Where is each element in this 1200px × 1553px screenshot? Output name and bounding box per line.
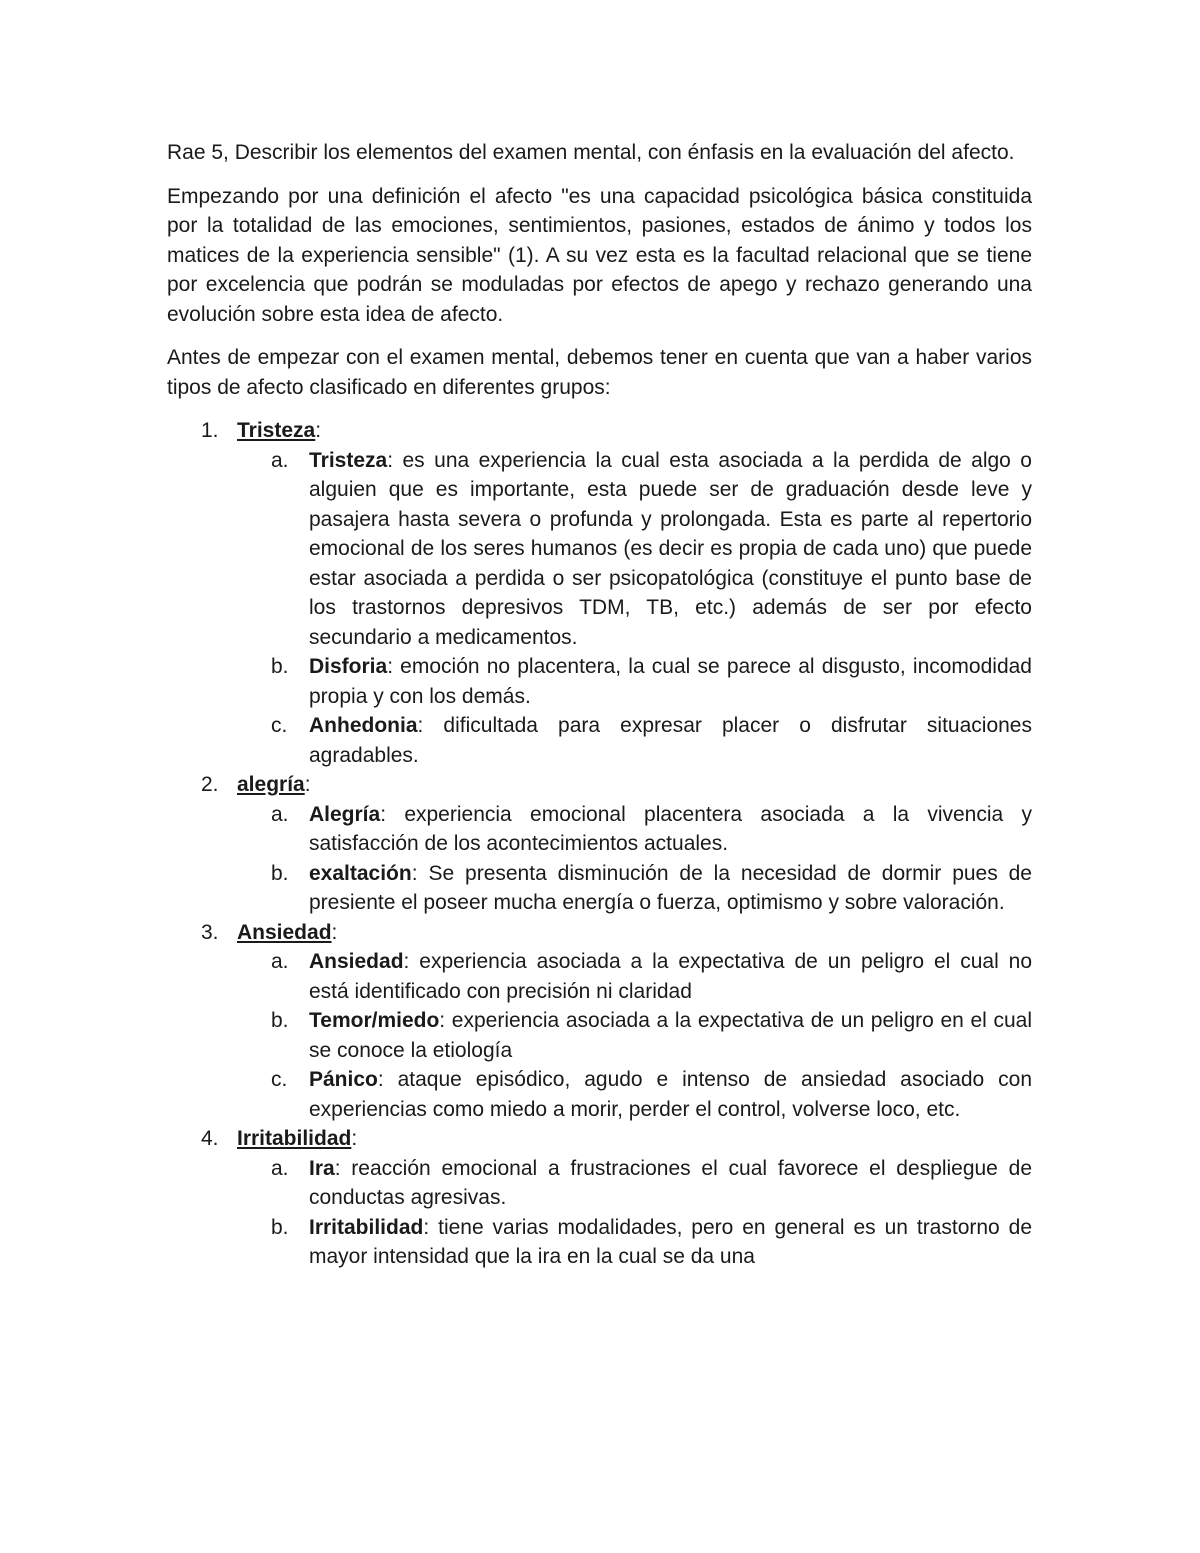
group-heading: Ansiedad — [237, 920, 332, 944]
affect-group — [167, 770, 1032, 918]
sub-list — [237, 446, 1032, 771]
colon: : — [331, 920, 338, 944]
list-item — [237, 1006, 1032, 1065]
list-number: 1. — [201, 419, 219, 442]
list-item — [237, 446, 1032, 653]
list-letter: b. — [271, 1215, 289, 1239]
affect-group — [167, 1124, 1032, 1272]
document-page — [167, 138, 1032, 1272]
list-item — [237, 800, 1032, 859]
list-item — [237, 1154, 1032, 1213]
group-heading: alegría — [237, 773, 305, 796]
list-letter: c. — [271, 714, 288, 737]
item-term: Ira — [309, 1156, 335, 1180]
list-item — [237, 1213, 1032, 1272]
item-text: : es una experiencia la cual esta asociada a la perdida de algo o alguien que es importante, esta puede ser de graduación desde leve y pasajera hasta severa o profunda y prolongada. Esta es parte al repertorio emocional de los seres humanos (es decir es propia de cada uno) que puede estar asociada a perdida o ser psicopatológica (constituye el punto base de los trastornos depresivos TDM, TB, etc.) además de ser por efecto secundario a medicamentos. — [309, 448, 1032, 649]
list-letter: c. — [271, 1068, 288, 1091]
group-heading: Tristeza — [237, 419, 316, 442]
list-letter: b. — [271, 1009, 289, 1032]
item-term: Irritabilidad — [309, 1215, 424, 1239]
list-number: 3. — [201, 920, 219, 944]
item-text: : Se presenta disminución de la necesidad de dormir pues de presiente el poseer mucha energía o fuerza, optimismo y sobre valoración. — [309, 861, 1032, 914]
item-text: : dificultada para expresar placer o disfrutar situaciones agradables. — [309, 714, 1032, 767]
item-text: : experiencia asociada a la expectativa de un peligro el cual no está identificado con precisión ni claridad — [309, 950, 1032, 1003]
item-term: Ansiedad — [309, 950, 404, 973]
list-letter: b. — [271, 655, 289, 678]
list-letter: a. — [271, 1156, 289, 1180]
item-text: : emoción no placentera, la cual se parece al disgusto, incomodidad propia y con los demás. — [309, 655, 1032, 708]
doc-title: Rae 5, Describir los elementos del examen mental, con énfasis en la evaluación del afecto. — [167, 141, 1015, 164]
list-item — [237, 1065, 1032, 1124]
colon: : — [351, 1127, 358, 1150]
list-number: 4. — [201, 1127, 219, 1150]
list-number: 2. — [201, 773, 219, 796]
list-letter: a. — [271, 802, 289, 826]
colon: : — [304, 773, 311, 796]
item-term: Alegría — [309, 802, 381, 826]
classification-paragraph: Antes de empezar con el examen mental, debemos tener en cuenta que van a haber varios tipos de afecto clasificado en diferentes grupos: — [167, 346, 1032, 399]
item-term: Anhedonia — [309, 714, 418, 737]
item-term: exaltación — [309, 861, 412, 885]
item-text: : tiene varias modalidades, pero en general es un trastorno de mayor intensidad que la ira en la cual se da una — [309, 1215, 1032, 1268]
item-term: Temor/miedo — [309, 1009, 440, 1032]
item-term: Disforia — [309, 655, 388, 678]
affect-group — [167, 416, 1032, 770]
sub-list — [237, 800, 1032, 918]
list-item — [237, 711, 1032, 770]
affect-group — [167, 918, 1032, 1125]
list-letter: a. — [271, 448, 289, 472]
sub-list — [237, 947, 1032, 1124]
item-text: : experiencia asociada a la expectativa de un peligro en el cual se conoce la etiología — [309, 1009, 1032, 1062]
sub-list — [237, 1154, 1032, 1272]
list-item — [237, 652, 1032, 711]
list-letter: b. — [271, 861, 289, 885]
colon: : — [315, 419, 322, 442]
item-term: Pánico — [309, 1068, 378, 1091]
list-item — [237, 947, 1032, 1006]
intro-paragraph: Empezando por una definición el afecto "es una capacidad psicológica básica constituida por la totalidad de las emociones, sentimientos, pasiones, estados de ánimo y todos los matices de la experiencia sensible" (1). A su vez esta es la facultad relacional que se tiene por excelencia que podrán se moduladas por efectos de apego y rechazo generando una evolución sobre esta idea de afecto. — [167, 184, 1032, 326]
list-item — [237, 859, 1032, 918]
item-text: : ataque episódico, agudo e intenso de ansiedad asociado con experiencias como miedo a morir, perder el control, volverse loco, etc. — [309, 1068, 1032, 1121]
group-heading: Irritabilidad — [237, 1127, 352, 1150]
list-letter: a. — [271, 950, 289, 973]
item-text: : reacción emocional a frustraciones el cual favorece el despliegue de conductas agresivas. — [309, 1156, 1032, 1209]
item-text: : experiencia emocional placentera asociada a la vivencia y satisfacción de los acontecimientos actuales. — [309, 802, 1032, 855]
item-term: Tristeza — [309, 448, 388, 472]
affect-groups-list — [167, 416, 1032, 1272]
